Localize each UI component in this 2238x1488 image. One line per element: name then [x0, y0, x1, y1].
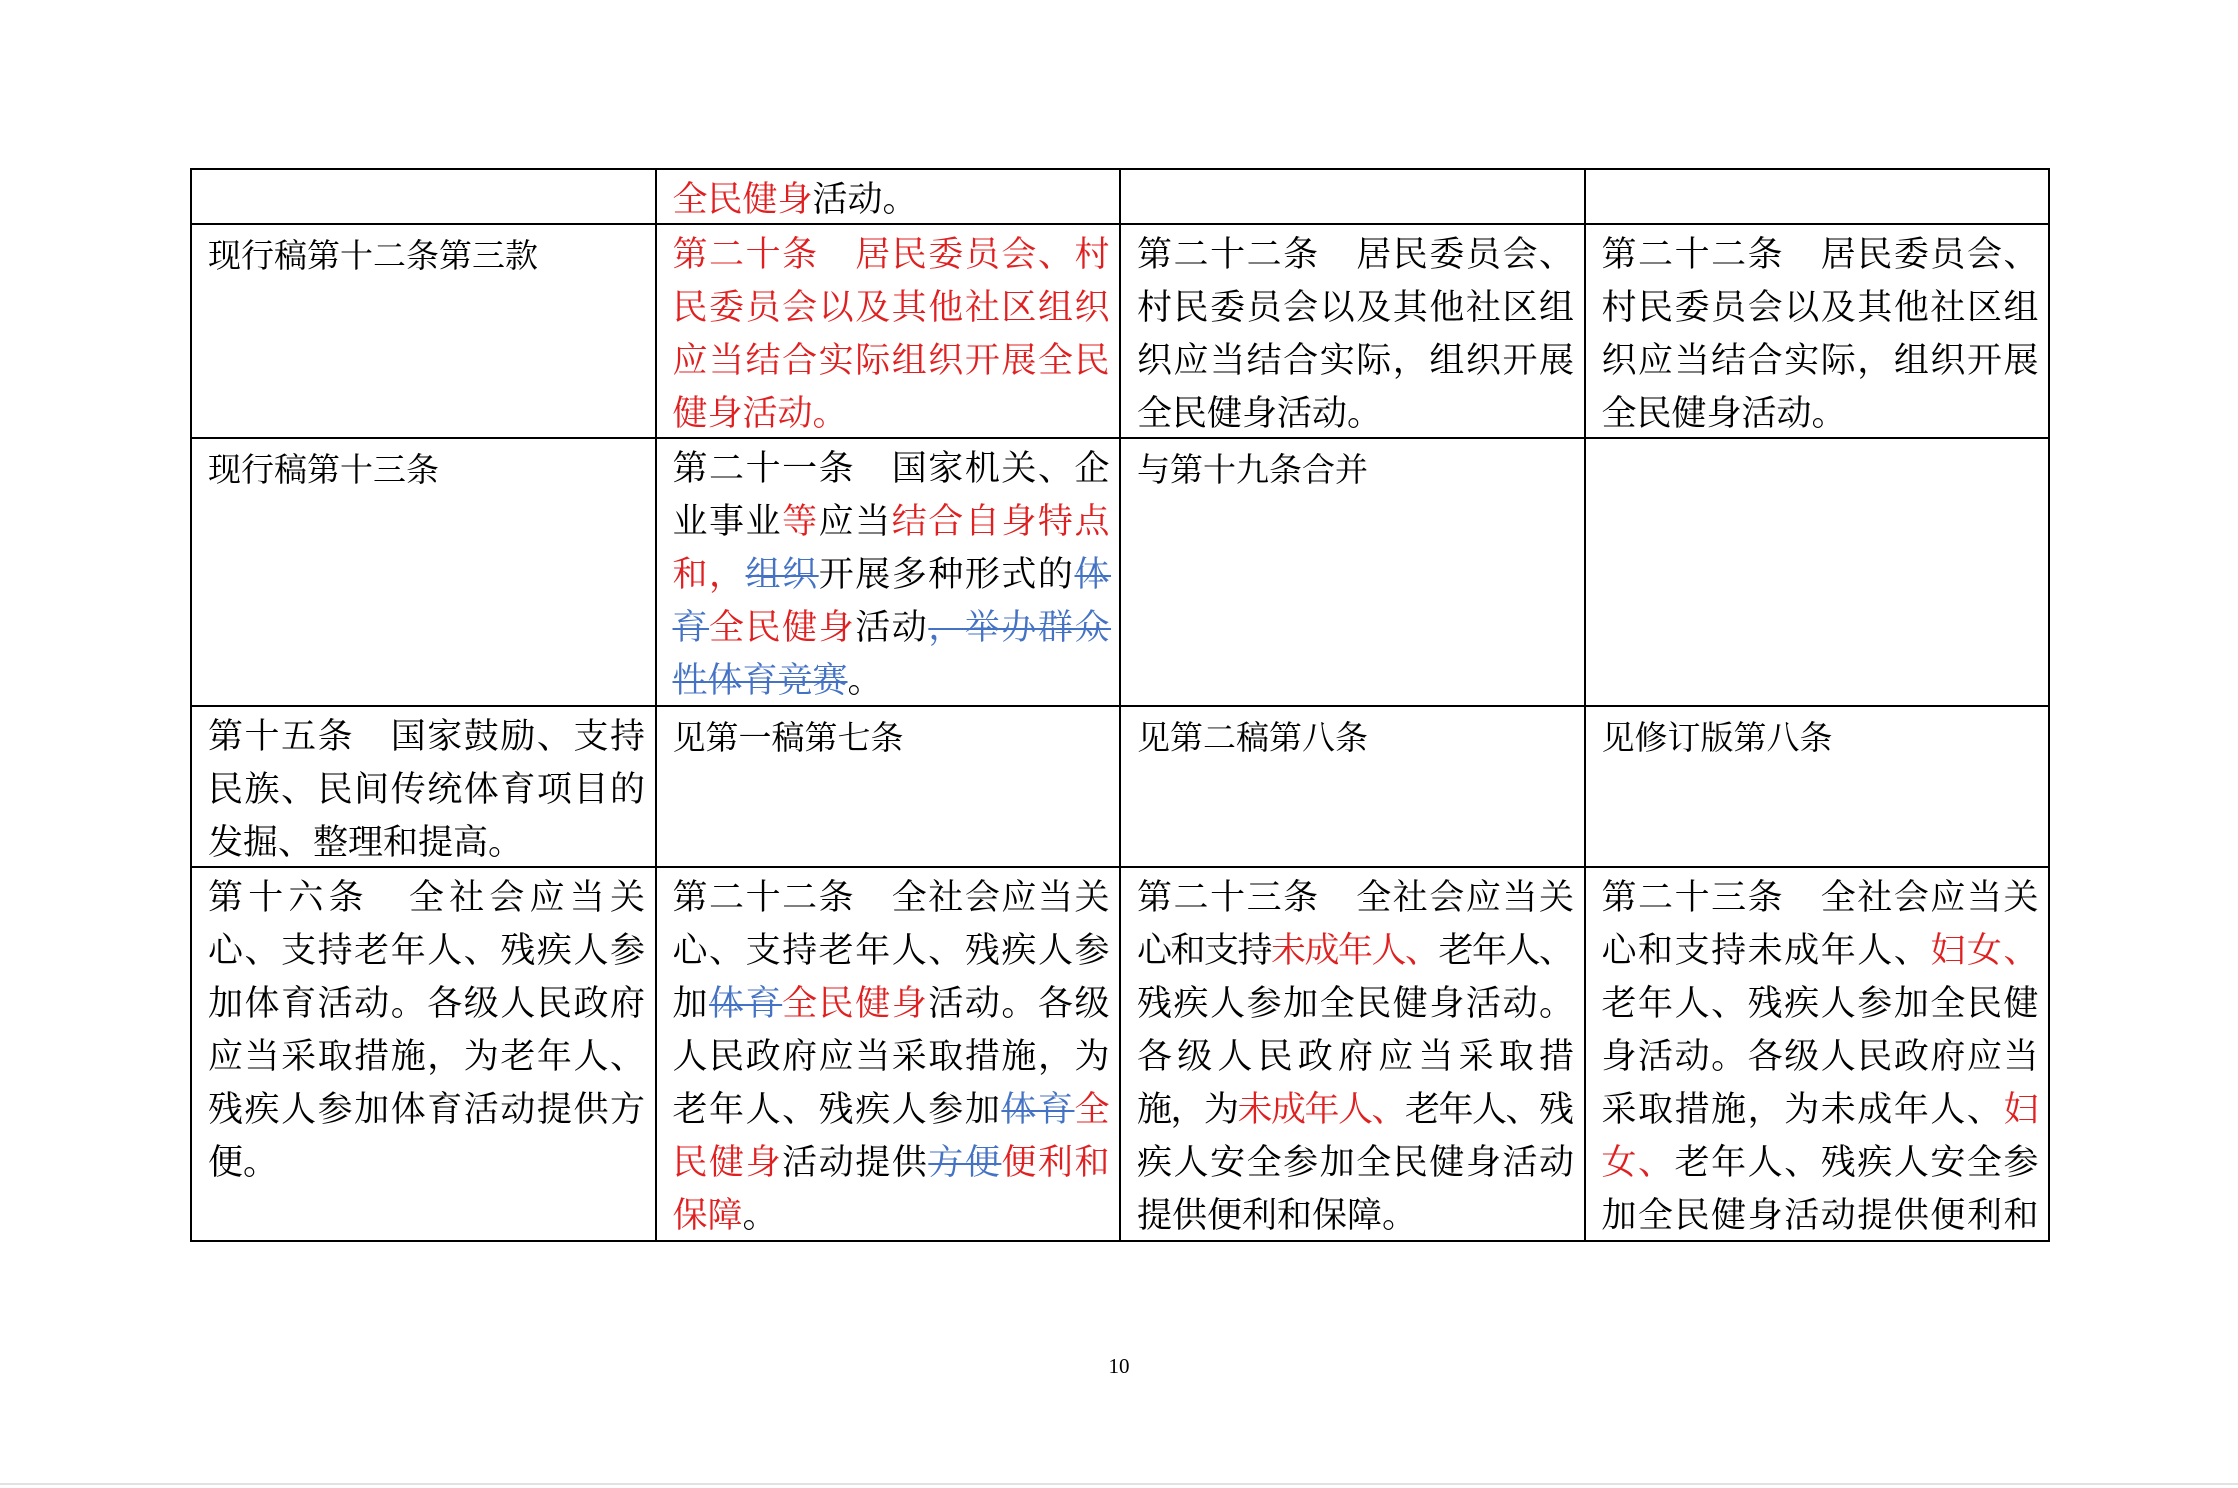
- line-text: [1137, 388, 1382, 437]
- line-text: [1137, 1031, 1579, 1084]
- line-text: [1602, 711, 1833, 764]
- text-line: [673, 1031, 1110, 1084]
- text-line: [673, 978, 1110, 1031]
- cell-revised-draft: [1586, 439, 2049, 705]
- line-text: [208, 229, 538, 282]
- text-line: [208, 711, 645, 764]
- line-text: [208, 764, 647, 817]
- text-line: [673, 229, 1110, 282]
- line-text: [1137, 978, 1576, 1031]
- cell-first-draft: [657, 170, 1120, 223]
- inserted-text: 妇: [2003, 1090, 2041, 1130]
- line-text: [1602, 388, 1847, 437]
- line-text: [673, 388, 848, 437]
- text-line: [1602, 978, 2039, 1031]
- inserted-text: 和，: [672, 555, 746, 595]
- text-segment: 。: [847, 661, 883, 701]
- line-text: [208, 1137, 278, 1190]
- text-segment: 活动: [855, 608, 929, 648]
- inserted-text: 妇女、: [1930, 931, 2041, 971]
- text-line: [673, 925, 1110, 978]
- text-segment: 见第二稿第八条: [1137, 718, 1368, 757]
- deleted-text: ，举办群众: [928, 608, 1112, 648]
- text-line: [673, 443, 1110, 496]
- line-text: [1602, 229, 2041, 282]
- inserted-text: 便利和: [1001, 1143, 1112, 1183]
- text-line: [673, 655, 1110, 705]
- cell-second-draft: [1121, 868, 1584, 1240]
- line-text: [673, 711, 904, 764]
- text-segment: 与第十九条合并: [1137, 450, 1368, 489]
- text-segment: 加全民健身活动提供便利和: [1601, 1196, 2041, 1236]
- line-text: [1137, 335, 1576, 388]
- text-line: [208, 978, 645, 1031]
- text-segment: 心、支持老年人、残疾人参: [672, 931, 1112, 971]
- text-line: [1137, 443, 1574, 496]
- line-text: [208, 872, 650, 925]
- text-line: [1602, 1031, 2039, 1084]
- text-line: [1137, 1084, 1574, 1137]
- text-segment: 人民政府应当采取措施，为: [672, 1037, 1112, 1077]
- text-line: [1137, 872, 1574, 925]
- inserted-text: 健身活动。: [672, 394, 848, 434]
- text-segment: 便。: [208, 1143, 279, 1183]
- text-line: [1137, 978, 1574, 1031]
- text-line: [208, 872, 651, 925]
- line-text: [673, 335, 1112, 388]
- text-segment: 织应当结合实际，组织开展: [1601, 341, 2041, 381]
- inserted-text: 全民健身: [672, 180, 813, 220]
- cell-revised-draft: [1586, 170, 2049, 223]
- text-segment: 民族、民间传统体育项目的: [208, 770, 647, 810]
- inserted-text: 女、: [1601, 1143, 1675, 1183]
- inserted-text: 等: [782, 502, 819, 542]
- text-line: [1602, 1190, 2039, 1240]
- cell-first-draft: [657, 707, 1120, 866]
- cell-current-law: [192, 868, 655, 1240]
- line-text: [673, 443, 1112, 496]
- text-line: [1137, 1031, 1580, 1084]
- inserted-text: 民委员会以及其他社区组织: [672, 288, 1112, 328]
- text-segment: 村民委员会以及其他社区组: [1137, 288, 1576, 328]
- line-text: [673, 978, 1112, 1031]
- cell-revised-draft: [1586, 868, 2049, 1240]
- text-segment: 老年人、残疾人参加: [672, 1090, 1002, 1130]
- text-segment: 心、支持老年人、残疾人参: [208, 931, 647, 971]
- text-line: [208, 229, 645, 282]
- line-text: [673, 549, 1112, 602]
- cell-second-draft: [1121, 225, 1584, 437]
- text-segment: 第二十三条 全社会应当关: [1137, 878, 1576, 918]
- line-text: [1602, 1084, 2041, 1137]
- text-segment: 现行稿第十二条第三款: [208, 236, 538, 275]
- text-line: [673, 872, 1110, 925]
- text-line: [1602, 925, 2039, 978]
- line-text: [208, 443, 439, 496]
- cell-first-draft: [657, 439, 1120, 705]
- inserted-text: 保障: [672, 1196, 743, 1236]
- text-line: [673, 335, 1110, 388]
- text-line: [1602, 711, 2039, 764]
- line-text: [673, 1084, 1112, 1137]
- inserted-text: 第二十条 居民委员会、村: [672, 235, 1112, 275]
- inserted-text: 全: [1074, 1090, 1112, 1130]
- text-line: [1137, 1137, 1574, 1190]
- text-segment: 见第一稿第七条: [672, 718, 904, 757]
- text-line: [673, 1084, 1110, 1137]
- cell-second-draft: [1121, 707, 1584, 866]
- text-segment: 各级人民政府应当采取措: [1137, 1037, 1580, 1077]
- text-segment: 现行稿第十三条: [208, 450, 439, 489]
- text-line: [208, 1084, 645, 1137]
- text-line: [208, 443, 645, 496]
- text-segment: 发掘、整理和提高。: [208, 823, 524, 863]
- line-text: [208, 1031, 647, 1084]
- line-text: [1602, 925, 2041, 978]
- text-segment: 活动提供: [782, 1143, 929, 1183]
- line-text: [1137, 1137, 1576, 1190]
- line-text: [673, 925, 1112, 978]
- text-segment: 第二十二条 全社会应当关: [672, 878, 1112, 918]
- text-segment: 采取措施，为未成年人、: [1601, 1090, 2004, 1130]
- text-segment: 施，为: [1137, 1090, 1238, 1130]
- line-text: [1602, 978, 2041, 1031]
- line-text: [673, 655, 883, 705]
- line-text: [1137, 711, 1368, 764]
- line-text: [673, 1031, 1112, 1084]
- text-line: [673, 282, 1110, 335]
- text-segment: 加体育活动。各级人民政府: [208, 984, 647, 1024]
- text-segment: 身活动。各级人民政府应当: [1601, 1037, 2041, 1077]
- text-line: [1602, 1084, 2039, 1137]
- text-line: [208, 817, 645, 866]
- cell-first-draft: [657, 225, 1120, 437]
- line-text: [1137, 282, 1576, 335]
- text-line: [673, 711, 1110, 764]
- deleted-text: 性体育竞赛: [672, 661, 848, 701]
- text-line: [208, 764, 645, 817]
- line-text: [208, 1084, 647, 1137]
- inserted-text: 应当结合实际组织开展全民: [672, 341, 1112, 381]
- deleted-text: 体: [1074, 555, 1112, 595]
- text-segment: 老年人、残疾人参加全民健: [1601, 984, 2041, 1024]
- text-line: [208, 925, 645, 978]
- inserted-text: 未成年人、: [1271, 931, 1439, 971]
- line-text: [673, 1190, 778, 1240]
- text-line: [673, 1190, 1110, 1240]
- text-line: [1137, 925, 1574, 978]
- line-text: [673, 282, 1112, 335]
- line-text: [1602, 335, 2041, 388]
- text-segment: 心和支持: [1137, 931, 1271, 971]
- inserted-text: 民健身: [672, 1143, 783, 1183]
- text-segment: 全民健身活动。: [1137, 394, 1383, 434]
- line-text: [1137, 1084, 1572, 1137]
- deleted-text: 育: [672, 608, 710, 648]
- cell-current-law: [192, 707, 655, 866]
- text-segment: 应当: [818, 502, 892, 542]
- text-segment: 残疾人参加体育活动提供方: [208, 1090, 647, 1130]
- text-line: [1602, 1137, 2039, 1190]
- text-line: [1137, 335, 1574, 388]
- deleted-text: 体育: [709, 984, 783, 1024]
- text-segment: 老年人、残疾人安全参: [1674, 1143, 2041, 1183]
- line-text: [208, 978, 647, 1031]
- inserted-text: 全民健身: [782, 984, 929, 1024]
- cell-current-law: [192, 225, 655, 437]
- text-segment: 提供便利和保障。: [1137, 1196, 1418, 1236]
- text-segment: 老年人、残: [1404, 1090, 1573, 1130]
- line-text: [1602, 872, 2041, 925]
- text-line: [673, 388, 1110, 437]
- line-text: [1137, 925, 1572, 978]
- line-text: [1137, 229, 1576, 282]
- text-segment: 应当采取措施，为老年人、: [208, 1037, 647, 1077]
- line-text: [673, 174, 918, 223]
- line-text: [1602, 1190, 2041, 1240]
- text-line: [673, 174, 1110, 223]
- text-segment: 加: [672, 984, 710, 1024]
- text-line: [673, 549, 1110, 602]
- comparison-table: [190, 168, 2050, 1242]
- line-text: [1602, 1031, 2041, 1084]
- cell-current-law: [192, 170, 655, 223]
- text-segment: 。: [742, 1196, 778, 1236]
- text-line: [1137, 388, 1574, 437]
- text-segment: 业事业: [672, 502, 783, 542]
- text-line: [208, 1031, 645, 1084]
- line-text: [208, 711, 647, 764]
- line-text: [208, 817, 523, 866]
- text-line: [1602, 282, 2039, 335]
- line-text: [208, 925, 647, 978]
- text-segment: 残疾人参加全民健身活动。: [1137, 984, 1576, 1024]
- cell-second-draft: [1121, 439, 1584, 705]
- cell-revised-draft: [1586, 707, 2049, 866]
- text-segment: 活动。各级: [928, 984, 1112, 1024]
- text-segment: 第二十三条 全社会应当关: [1601, 878, 2041, 918]
- deleted-text: 体育: [1001, 1090, 1075, 1130]
- line-text: [673, 1137, 1112, 1190]
- text-segment: 开展多种形式的: [818, 555, 1075, 595]
- cell-first-draft: [657, 868, 1120, 1240]
- text-segment: 全民健身活动。: [1601, 394, 1847, 434]
- text-line: [1602, 388, 2039, 437]
- text-segment: 第二十二条 居民委员会、: [1137, 235, 1576, 275]
- line-text: [1137, 1190, 1417, 1240]
- cell-revised-draft: [1586, 225, 2049, 437]
- text-line: [1137, 229, 1574, 282]
- text-segment: 见修订版第八条: [1601, 718, 1833, 757]
- text-line: [1137, 1190, 1574, 1240]
- text-segment: 织应当结合实际，组织开展: [1137, 341, 1576, 381]
- deleted-text: 组织: [745, 555, 819, 595]
- text-segment: 活动。: [812, 180, 918, 220]
- page-number: 10: [1108, 1354, 1130, 1378]
- line-text: [673, 229, 1112, 282]
- text-line: [208, 1137, 645, 1190]
- inserted-text: 未成年人、: [1237, 1090, 1405, 1130]
- line-text: [1137, 443, 1368, 496]
- text-line: [673, 1137, 1110, 1190]
- text-segment: 第十五条 国家鼓励、支持: [208, 717, 647, 757]
- inserted-text: 结合自身特点: [891, 502, 1112, 542]
- inserted-text: 全民健身: [709, 608, 856, 648]
- text-segment: 心和支持未成年人、: [1601, 931, 1931, 971]
- line-text: [1602, 282, 2041, 335]
- line-text: [1137, 872, 1576, 925]
- cell-current-law: [192, 439, 655, 705]
- line-text: [673, 496, 1112, 549]
- text-segment: 疾人安全参加全民健身活动: [1137, 1143, 1576, 1183]
- text-segment: 第二十一条 国家机关、企: [672, 449, 1112, 489]
- cell-second-draft: [1121, 170, 1584, 223]
- text-segment: 村民委员会以及其他社区组: [1601, 288, 2041, 328]
- deleted-text: 方便: [928, 1143, 1002, 1183]
- text-line: [1137, 282, 1574, 335]
- line-text: [673, 872, 1112, 925]
- text-segment: 第二十二条 居民委员会、: [1601, 235, 2041, 275]
- line-text: [673, 602, 1112, 655]
- line-text: [1602, 1137, 2041, 1190]
- text-line: [1137, 711, 1574, 764]
- text-line: [673, 496, 1110, 549]
- text-segment: 老年人、: [1438, 931, 1573, 971]
- text-line: [673, 602, 1110, 655]
- text-line: [1602, 872, 2039, 925]
- text-segment: 第十六条 全社会应当关: [208, 878, 651, 918]
- page-bottom-edge: [0, 1483, 2238, 1485]
- text-line: [1602, 335, 2039, 388]
- text-line: [1602, 229, 2039, 282]
